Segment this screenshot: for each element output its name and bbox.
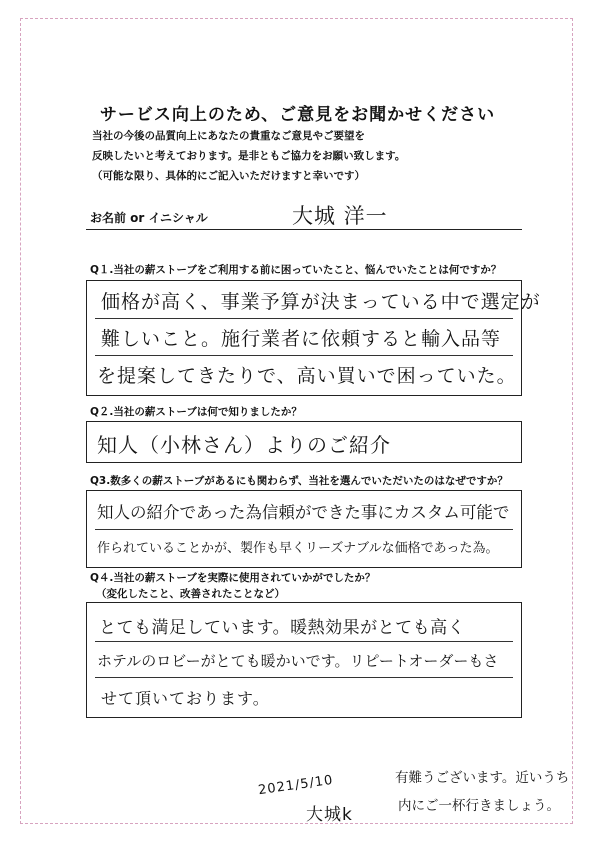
name-underline: [86, 229, 522, 230]
q1-answer-line-1: 価格が高く、事業予算が決まっている中で選定が: [101, 291, 541, 313]
q4-sublabel: （変化したこと、改善されたことなど）: [96, 588, 285, 600]
q3-label: Q3.数多くの薪ストーブがあるにも関わらず、当社を選んでいただいたのはなぜですか？: [90, 475, 508, 487]
q1-rule-1: [95, 318, 513, 319]
footer-note-line-2: 内にご一杯行きましょう。: [398, 798, 560, 814]
footer-date: 2021/5/10: [257, 772, 335, 799]
q2-answer-line-1: 知人（小林さん）よりのご紹介: [97, 433, 391, 457]
q3-answer-line-1: 知人の紹介であった為信頼ができた事にカスタム可能で: [97, 503, 510, 522]
q3-rule-1: [95, 529, 513, 530]
q4-answer-box[interactable]: [86, 602, 522, 718]
q4-rule-2: [95, 677, 513, 678]
intro-line-1: 当社の今後の品質向上にあなたの貴重なご意見やご要望を: [92, 130, 365, 142]
q3-answer-line-2: 作られていることかが、製作も早くリーズナブルな価格であった為。: [97, 541, 499, 556]
q1-rule-2: [95, 355, 513, 356]
q4-label: Q４.当社の薪ストーブを実際に使用されていかがでしたか？: [90, 572, 376, 584]
q2-label: Q２.当社の薪ストーブは何で知りましたか？: [90, 406, 302, 418]
q1-answer-line-3: を提案してきたりで、高い買いで困っていた。: [97, 365, 517, 387]
q4-rule-1: [95, 641, 513, 642]
q3-answer-box[interactable]: [86, 490, 522, 568]
name-label: お名前 or イニシャル: [90, 211, 208, 225]
q4-answer-line-2: ホテルのロビーがとても暖かいです。リピートオーダーもさ: [97, 652, 499, 670]
q2-answer-box[interactable]: [86, 421, 522, 463]
q4-answer-line-1: とても満足しています。暖熱効果がとても高く: [99, 618, 466, 638]
intro-line-3: （可能な限り、具体的にご記入いただけますと幸いです）: [92, 170, 365, 182]
footer-note-line-1: 有難うございます。近いうち: [395, 770, 570, 786]
q1-answer-box[interactable]: [86, 280, 541, 396]
name-value[interactable]: 大城 洋一: [292, 204, 388, 228]
q4-answer-line-3: せて頂いております。: [101, 689, 270, 708]
q1-answer-line-2: 難しいこと。施行業者に依頼すると輸入品等: [101, 328, 502, 350]
footer-signature: 大城k: [306, 805, 353, 825]
intro-line-2: 反映したいと考えております。是非ともご協力をお願い致します。: [92, 150, 406, 162]
form-title: サービス向上のため、ご意見をお聞かせください: [99, 105, 496, 125]
q1-label: Q１.当社の薪ストーブをご利用する前に困っていたこと、悩んでいたことは何ですか？: [90, 264, 502, 276]
